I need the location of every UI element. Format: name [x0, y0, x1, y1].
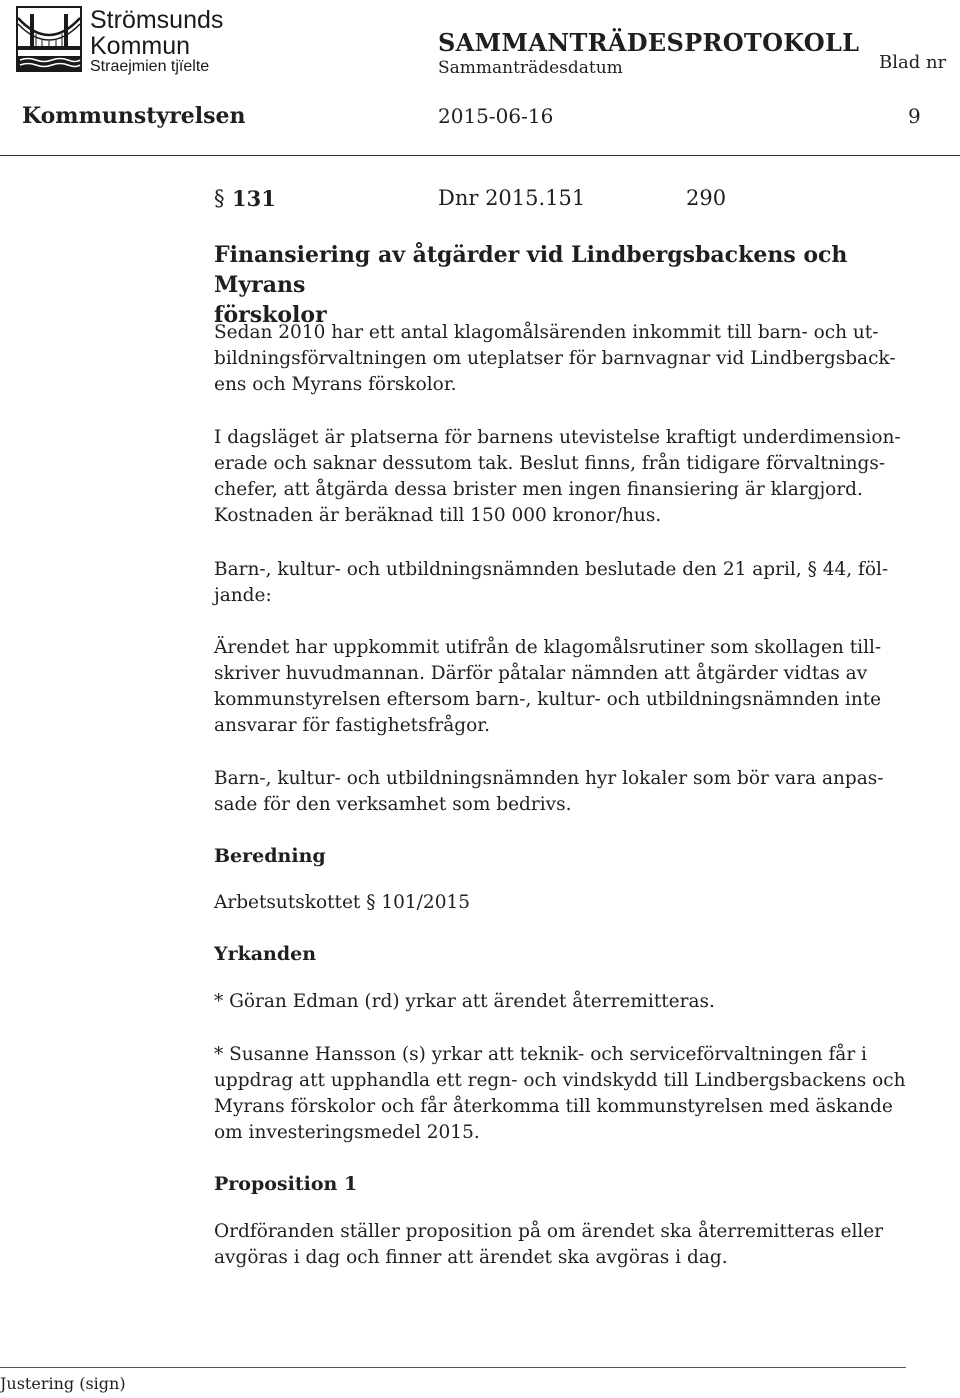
meeting-date-label: Sammanträdesdatum	[438, 58, 623, 78]
text-line: bildningsförvaltningen om uteplatser för barnvagnar vid Lindbergsback-	[214, 348, 896, 369]
text-line: Sedan 2010 har ett antal klagomålsärenden inkommit till barn- och ut-	[214, 322, 879, 343]
text-line: * Göran Edman (rd) yrkar att ärendet återremitteras.	[214, 991, 715, 1012]
page-number: 9	[908, 104, 921, 128]
logo-line-2: Kommun	[90, 32, 191, 60]
case-title-line: förskolor	[214, 302, 327, 328]
paragraph-premises	[214, 766, 904, 818]
header-divider	[0, 155, 960, 156]
text-line: I dagsläget är platserna för barnens utevistelse kraftigt underdimension-	[214, 427, 901, 448]
paragraph-proposition	[214, 1219, 904, 1271]
text-line: Ärendet har uppkommit utifrån de klagomålsrutiner som skollagen till-	[214, 637, 882, 658]
text-line: ens och Myrans förskolor.	[214, 374, 457, 395]
text-line: uppdrag att upphandla ett regn- och vindskydd till Lindbergsbackens och	[214, 1070, 906, 1091]
text-line: Barn-, kultur- och utbildningsnämnden beslutade den 21 april, § 44, föl-	[214, 559, 889, 580]
text-line: Kostnaden är beräknad till 150 000 kronor/hus.	[214, 505, 662, 526]
footer-divider	[0, 1367, 906, 1368]
protocol-title: SAMMANTRÄDESPROTOKOLL	[438, 28, 860, 57]
text-line: Myrans förskolor och får återkomma till kommunstyrelsen med äskande	[214, 1096, 893, 1117]
meeting-date: 2015-06-16	[438, 104, 554, 128]
heading-beredning: Beredning	[214, 845, 326, 867]
text-line: erade och saknar dessutom tak. Beslut finns, från tidigare förvaltnings-	[214, 453, 886, 474]
case-number: 131	[232, 186, 276, 211]
bridge-emblem-icon	[16, 6, 82, 72]
heading-proposition: Proposition 1	[214, 1173, 358, 1195]
logo-line-3: Straejmien tjïelte	[90, 58, 210, 75]
paragraph-quoted-decision	[214, 635, 904, 739]
text-line: jande:	[214, 585, 272, 606]
text-line: chefer, att åtgärda dessa brister men ingen finansiering är klargjord.	[214, 479, 863, 500]
paragraph-background	[214, 320, 904, 398]
paragraph-current-state	[214, 425, 904, 529]
municipality-logo	[16, 6, 224, 76]
motion-item	[214, 989, 904, 1015]
paragraph-beredning	[214, 890, 904, 916]
text-line: avgöras i dag och finner att ärendet ska avgöras i dag.	[214, 1247, 728, 1268]
text-line: Ordföranden ställer proposition på om ärendet ska återremitteras eller	[214, 1221, 884, 1242]
organization-name: Kommunstyrelsen	[22, 103, 246, 129]
text-line: kommunstyrelsen eftersom barn-, kultur- och utbildningsnämnden inte	[214, 689, 882, 710]
diary-sub-number: 290	[686, 186, 727, 210]
page-label: Blad nr	[879, 52, 947, 73]
case-title-line: Finansiering av åtgärder vid Lindbergsbackens och Myrans	[214, 242, 848, 298]
paragraph-committee-decision	[214, 557, 904, 609]
diary-number: Dnr 2015.151	[438, 186, 586, 210]
text-line: ansvarar för fastighetsfrågor.	[214, 715, 490, 736]
motion-item	[214, 1042, 904, 1146]
logo-line-1: Strömsunds	[90, 6, 224, 34]
justering-label: Justering (sign)	[0, 1374, 126, 1393]
text-line: sade för den verksamhet som bedrivs.	[214, 794, 572, 815]
text-line: * Susanne Hansson (s) yrkar att teknik- och serviceförvaltningen får i	[214, 1044, 867, 1065]
case-title	[214, 240, 914, 330]
text-line: Barn-, kultur- och utbildningsnämnden hyr lokaler som bör vara anpas-	[214, 768, 884, 789]
text-line: skriver huvudmannan. Därför påtalar nämnden att åtgärder vidtas av	[214, 663, 868, 684]
text-line: Arbetsutskottet § 101/2015	[214, 892, 471, 913]
text-line: om investeringsmedel 2015.	[214, 1122, 480, 1143]
heading-yrkanden: Yrkanden	[214, 943, 317, 965]
section-sign: §	[214, 186, 225, 210]
